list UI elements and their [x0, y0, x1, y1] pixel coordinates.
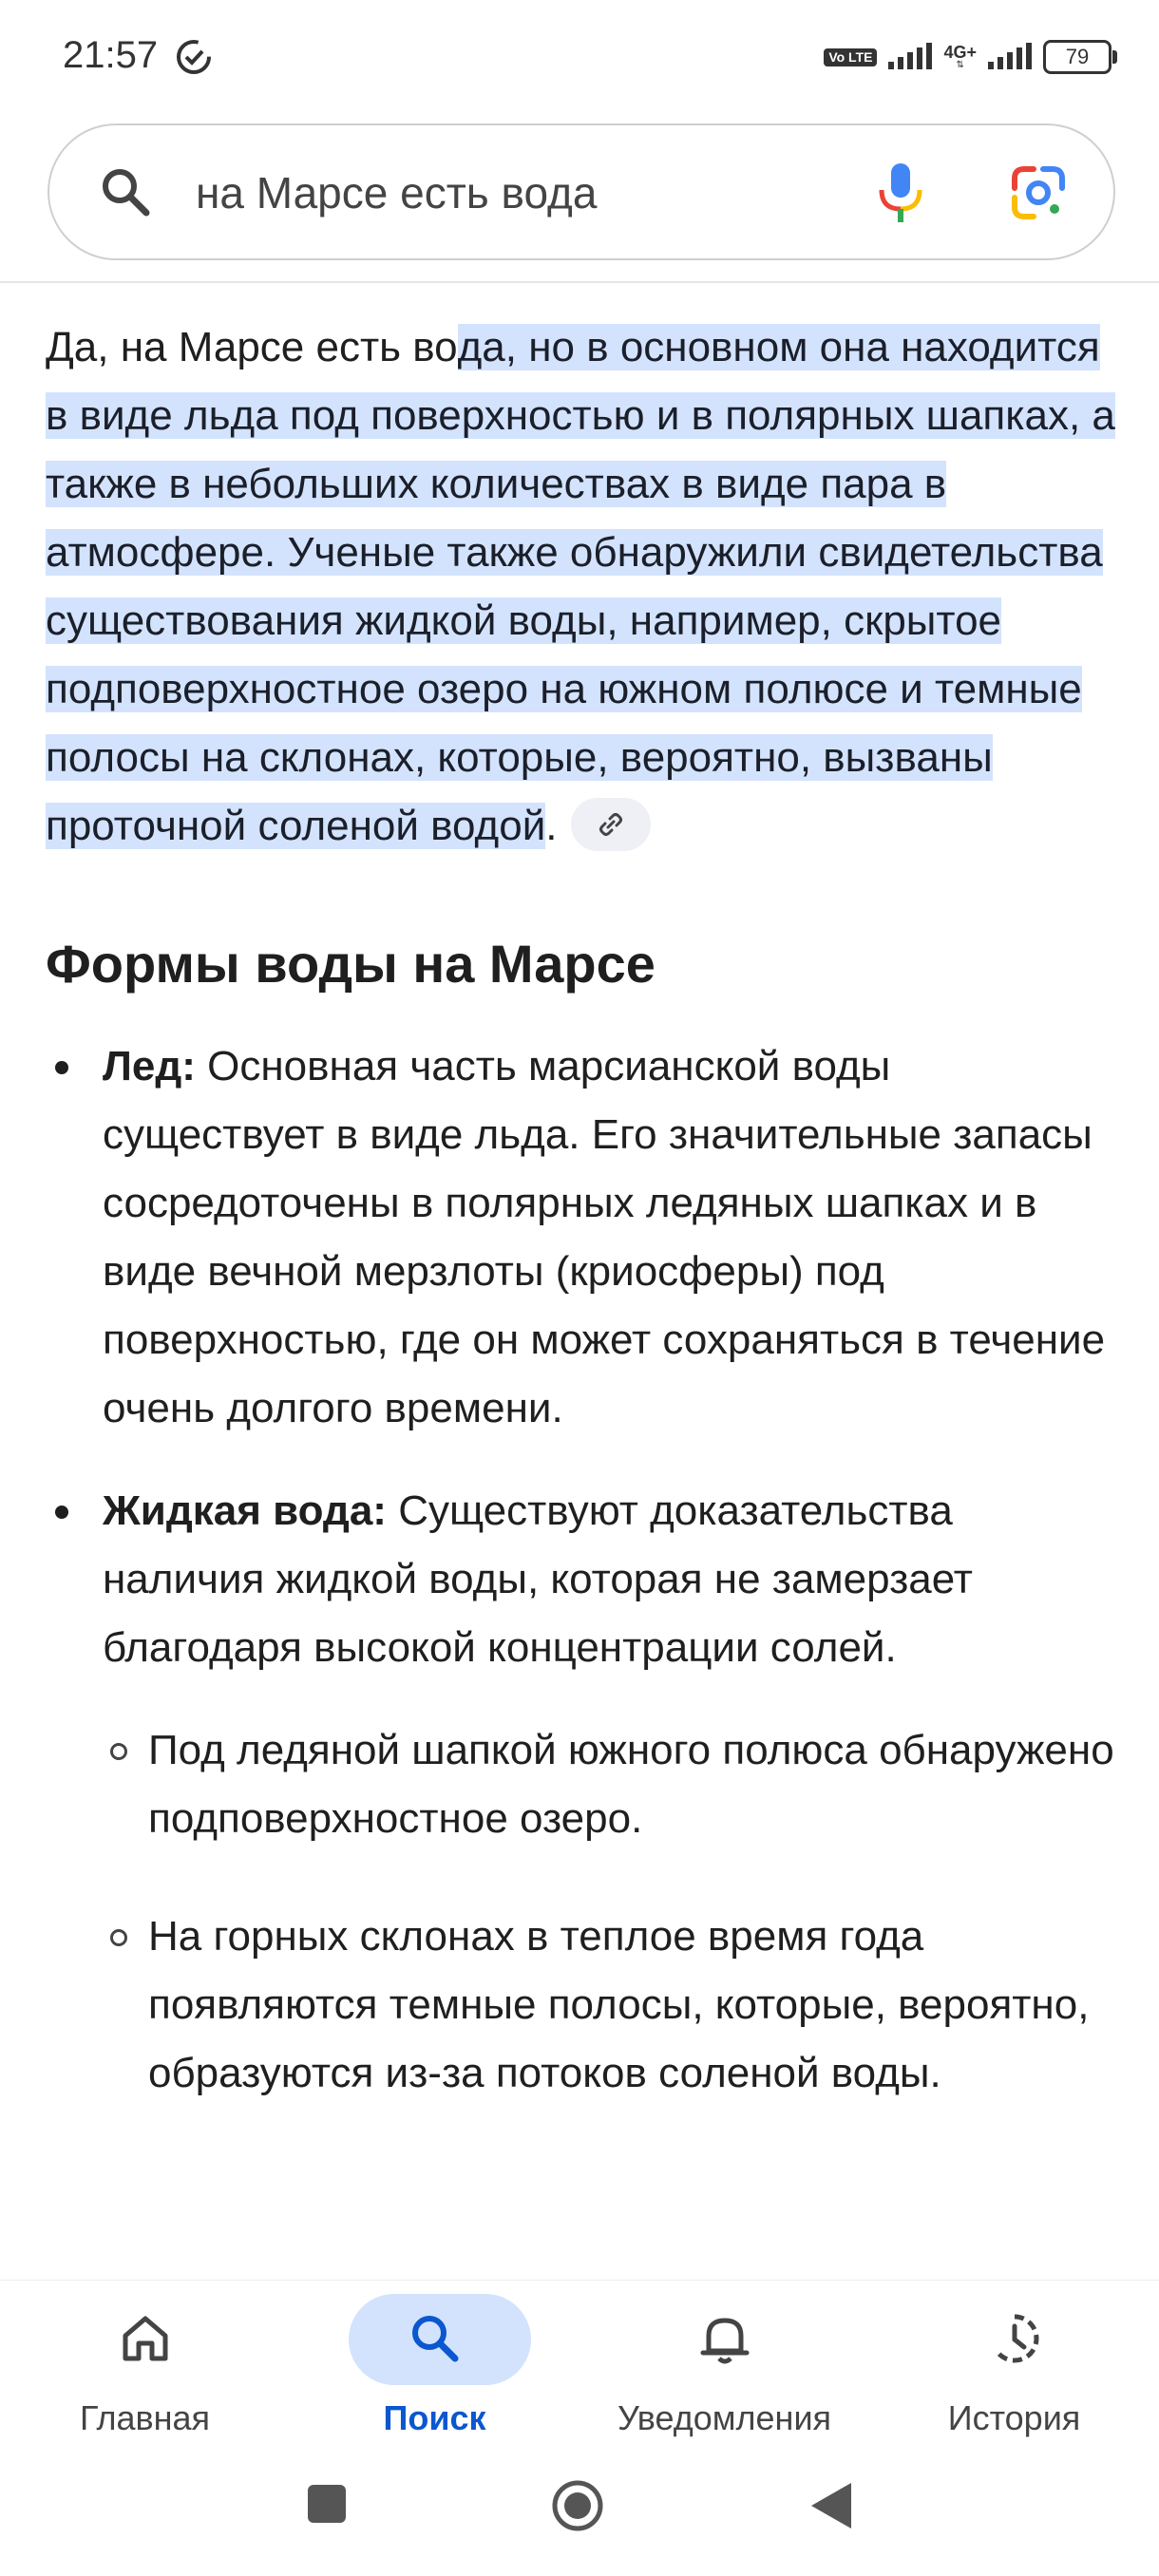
status-time: 21:57: [63, 34, 159, 76]
nav-label-notifications: Уведомления: [617, 2398, 832, 2437]
search-icon: [97, 163, 154, 220]
section-heading: Формы воды на Марсе: [46, 934, 656, 994]
google-lens-icon[interactable]: [1007, 161, 1070, 224]
search-bar[interactable]: [48, 123, 1115, 260]
bullet-text: Основная часть марсианской воды существует в виде льда. Его значительные запасы сосредоточены в полярных ледяных шапках и в виде вечной мерзлоты (криосферы) под поверхностью, где он может сохраняться в течение очень долгого времени.: [103, 1043, 1106, 1431]
nav-item-history[interactable]: [869, 2281, 1159, 2452]
nav-item-home[interactable]: [0, 2281, 290, 2452]
answer-text: Да, на Марсе есть во: [46, 324, 458, 370]
sub-list-item: На горных склонах в теплое время года появляются темные полосы, которые, вероятно, образуются из-за потоков соленой воды.: [46, 1903, 1119, 2108]
answer-end: .: [545, 803, 558, 849]
system-navigation-bar: [0, 2451, 1159, 2576]
home-button-icon[interactable]: [551, 2479, 604, 2532]
source-link-button[interactable]: [571, 798, 651, 851]
signal-icon: [886, 43, 934, 71]
list-item: [46, 1477, 1119, 1682]
bullet-label: Жидкая вода:: [103, 1487, 387, 1534]
network-type: 4G+ ⇅: [943, 43, 977, 70]
bullet-label: Лед:: [103, 1043, 196, 1089]
nav-item-notifications[interactable]: [580, 2281, 869, 2452]
nav-label-home: Главная: [79, 2398, 211, 2437]
search-query[interactable]: на Марсе есть вода: [196, 168, 598, 218]
ai-overview-content: [46, 313, 1119, 2157]
volte-badge: Vo LTE: [824, 48, 877, 66]
history-icon: [985, 2309, 1044, 2368]
search-header: [0, 114, 1159, 283]
search-icon: [406, 2309, 465, 2368]
bullet-text: Существуют доказательства наличия жидкой воды, которая не замерзает благодаря высокой концентрации солей.: [103, 1487, 973, 1671]
water-forms-list: [46, 1032, 1119, 1682]
sub-list-item: Под ледяной шапкой южного полюса обнаружено подповерхностное озеро.: [46, 1716, 1119, 1853]
status-bar: [0, 0, 1159, 114]
battery-indicator: 79: [1043, 40, 1112, 74]
answer-paragraph: [46, 313, 1119, 861]
home-icon: [116, 2309, 175, 2368]
microphone-icon[interactable]: [872, 161, 929, 224]
nav-label-history: История: [947, 2398, 1081, 2437]
recents-button-icon[interactable]: [306, 2483, 348, 2525]
sync-check-icon: [175, 38, 213, 76]
link-icon: [598, 811, 624, 838]
answer-highlight[interactable]: да, но в основном она находится в виде льда под поверхностью и в полярных шапках, а также в небольших количествах в виде пара в атмосфере. Ученые также обнаружили свидетельства существования жидкой воды, например, скрытое подповерхностное озеро на южном полюсе и темные полосы на склонах, которые, вероятно, вызваны проточной соленой водой: [46, 324, 1115, 849]
status-indicators: [824, 36, 1112, 78]
nav-item-search[interactable]: [290, 2281, 580, 2452]
list-item: [46, 1032, 1119, 1443]
back-button-icon[interactable]: [809, 2481, 853, 2530]
bell-icon: [695, 2309, 754, 2368]
signal-icon-2: [986, 43, 1034, 71]
bottom-navigation: [0, 2280, 1159, 2452]
nav-label-search: Поиск: [383, 2398, 486, 2437]
